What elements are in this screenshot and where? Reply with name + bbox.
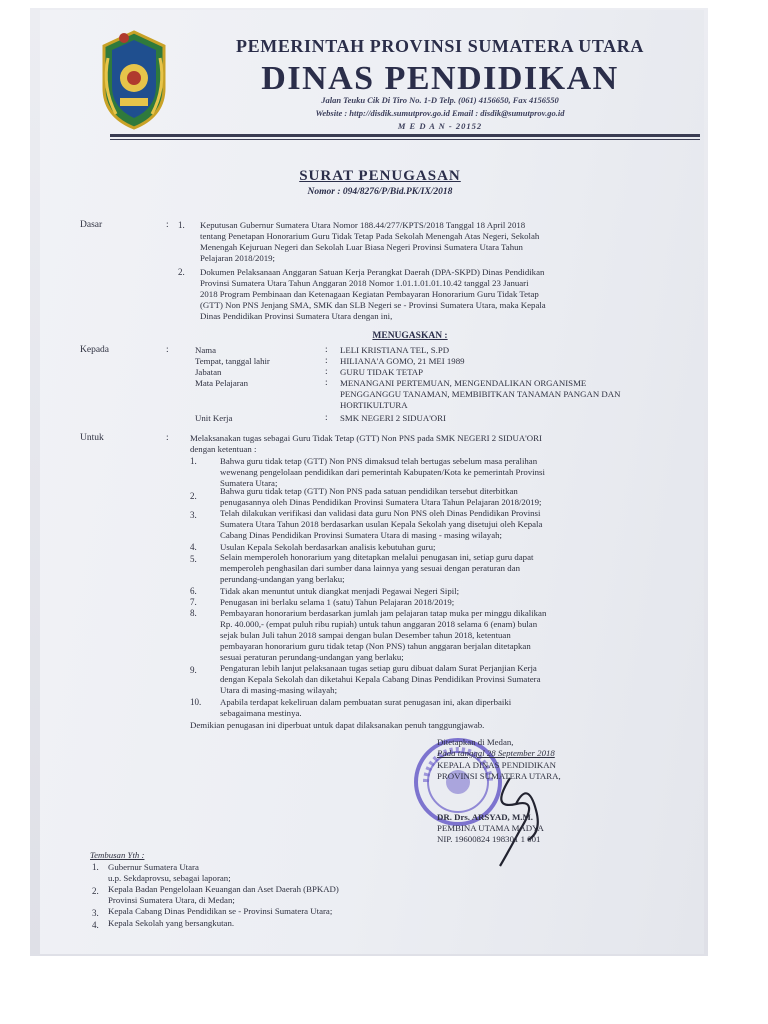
department-name: DINAS PENDIDIKAN xyxy=(261,60,619,97)
letter-title: SURAT PENUGASAN xyxy=(299,168,461,184)
dasar-line: Menengah Kejuruan Negeri dan Sekolah Luar Biasa Negeri Provinsi Sumatera Utara Tahun xyxy=(200,242,523,252)
list-number: 4. xyxy=(190,542,197,552)
untuk-line: Usulan Kepala Sekolah berdasarkan analisis kebutuhan guru; xyxy=(220,542,436,552)
untuk-label: Untuk xyxy=(80,433,104,443)
signatory-name: DR. Drs. ARSYAD, M.M. xyxy=(437,812,533,822)
signatory-nip: NIP. 19600824 198301 1 001 xyxy=(437,834,541,844)
untuk-line: Selain memperoleh honorarium yang ditetapkan melalui penugasan ini, setiap guru dapat xyxy=(220,552,534,562)
list-number: 2. xyxy=(190,491,197,501)
field-value: MENANGANI PERTEMUAN, MENGENDALIKAN ORGANISME xyxy=(340,378,587,388)
signature-position: PROVINSI SUMATERA UTARA, xyxy=(437,771,561,781)
signature-date: Pada tanggal 28 September 2018 xyxy=(437,748,555,758)
untuk-line: Utara di masing-masing wilayah; xyxy=(220,685,338,695)
untuk-intro: dengan ketentuan : xyxy=(190,444,257,454)
field-value: LELI KRISTIANA TEL, S.PD xyxy=(340,345,450,355)
untuk-line: Rp. 40.000,- (empat puluh ribu rupiah) untuk tahun anggaran 2018 selama 6 (enam) bulan xyxy=(220,619,538,629)
header-city: M E D A N - 20152 xyxy=(397,121,483,131)
list-number: 7. xyxy=(190,597,197,607)
untuk-line: memperoleh penghasilan dari sumber dana lainnya yang sesuai dengan peraturan dan xyxy=(220,563,520,573)
field-value: PENGGANGGU TANAMAN, MEMBIBITKAN TANAMAN PANGAN DAN xyxy=(340,389,621,399)
colon: : xyxy=(166,220,169,230)
untuk-line: Bahwa guru tidak tetap (GTT) Non PNS dimaksud telah bertugas sebelum masa peralihan xyxy=(220,456,538,466)
untuk-line: sejak bulan Juli tahun 2018 sampai dengan bulan Desember tahun 2018, ketentuan xyxy=(220,630,511,640)
list-number: 1. xyxy=(190,456,197,466)
closing-statement: Demikian penugasan ini diperbuat untuk dapat dilaksanakan penuh tanggungjawab. xyxy=(190,720,485,730)
field-value: HORTIKULTURA xyxy=(340,400,408,410)
field-label: Mata Pelajaran xyxy=(195,378,249,388)
untuk-line: sebagaimana mestinya. xyxy=(220,708,302,718)
field-label: Tempat, tanggal lahir xyxy=(195,356,270,366)
list-number: 6. xyxy=(190,586,197,596)
colon: : xyxy=(325,378,328,388)
dasar-line: (GTT) Non PNS Jenjang SMA, SMK dan SLB Negeri se - Provinsi Sumatera Utara, maka Kepala xyxy=(200,300,546,310)
dasar-line: Pelajaran 2018/2019; xyxy=(200,253,276,263)
colon: : xyxy=(166,433,169,443)
signatory-rank: PEMBINA UTAMA MADYA xyxy=(437,823,544,833)
letter-paper xyxy=(40,10,704,954)
list-number: 3. xyxy=(92,908,99,918)
untuk-line: Bahwa guru tidak tetap (GTT) Non PNS pada satuan pendidikan tersebut diterbitkan xyxy=(220,486,518,496)
untuk-line: Cabang Dinas Pendidikan Provinsi Sumatera Utara di masing - masing wilayah; xyxy=(220,530,502,540)
tembusan-line: Provinsi Sumatera Utara, di Medan; xyxy=(108,895,235,905)
untuk-line: penugasannya oleh Dinas Pendidikan Provinsi Sumatera Utara Tahun Pelajaran 2018/2019; xyxy=(220,497,542,507)
list-number: 3. xyxy=(190,510,197,520)
list-number: 5. xyxy=(190,554,197,564)
untuk-line: Pengaturan lebih lanjut pelaksanaan tugas setiap guru dibuat dalam Surat Perjanjian Kerja xyxy=(220,663,537,673)
dasar-line: 2018 Program Pembinaan dan Ketenagaan Kegiatan Pembayaran Honorarium Guru Tidak Tetap xyxy=(200,289,539,299)
signature-position: KEPALA DINAS PENDIDIKAN xyxy=(437,760,556,770)
signature-place: Ditetapkan di Medan, xyxy=(437,737,514,747)
field-label: Unit Kerja xyxy=(195,413,233,423)
tembusan-line: Kepala Badan Pengelolaan Keuangan dan Aset Daerah (BPKAD) xyxy=(108,884,339,894)
untuk-line: Sumatera Utara; xyxy=(220,478,278,488)
dasar-line: Provinsi Sumatera Utara Tahun Anggaran 2018 Nomor 1.01.1.01.01.10.42 tanggal 23 Januari xyxy=(200,278,529,288)
field-label: Nama xyxy=(195,345,217,355)
list-number: 10. xyxy=(190,697,202,707)
tembusan-line: u.p. Sekdaprovsu, sebagai laporan; xyxy=(108,873,231,883)
untuk-line: Sumatera Utara Tahun 2018 berdasarkan usulan Kepala Sekolah yang disetujui oleh Kepala xyxy=(220,519,543,529)
untuk-line: dengan Kepala Sekolah dan diketahui Kepala Cabang Dinas Pendidikan Provinsi Sumatera xyxy=(220,674,541,684)
list-number: 1. xyxy=(178,220,185,230)
tembusan-line: Gubernur Sumatera Utara xyxy=(108,862,199,872)
untuk-line: Penugasan ini berlaku selama 1 (satu) Tahun Pelajaran 2018/2019; xyxy=(220,597,455,607)
header-address: Jalan Teuku Cik Di Tiro No. 1-D Telp. (061) 4156650, Fax 4156550 xyxy=(321,95,559,105)
list-number: 9. xyxy=(190,665,197,675)
list-number: 4. xyxy=(92,920,99,930)
dasar-label: Dasar xyxy=(80,220,103,230)
untuk-line: wewenang pengelolaan pendidikan dari pemerintah Kabupaten/Kota ke pemerintah Provinsi xyxy=(220,467,545,477)
provincial-emblem-logo xyxy=(98,28,170,132)
tembusan-label: Tembusan Yth : xyxy=(90,850,145,860)
colon: : xyxy=(325,367,328,377)
colon: : xyxy=(166,345,169,355)
letter-number: Nomor : 094/8276/P/Bid.PK/IX/2018 xyxy=(307,187,453,197)
header-rule-thin xyxy=(110,139,700,140)
tembusan-line: Kepala Cabang Dinas Pendidikan se - Provinsi Sumatera Utara; xyxy=(108,906,333,916)
field-value: HILIANA'A GOMO, 21 MEI 1989 xyxy=(340,356,465,366)
header-contact: Website : http://disdik.sumutprov.go.id Email : disdik@sumutprov.go.id xyxy=(315,108,565,118)
colon: : xyxy=(325,413,328,423)
untuk-intro: Melaksanakan tugas sebagai Guru Tidak Tetap (GTT) Non PNS pada SMK NEGERI 2 SIDUA'ORI xyxy=(190,433,542,443)
list-number: 8. xyxy=(190,608,197,618)
list-number: 1. xyxy=(92,862,99,872)
dasar-line: Keputusan Gubernur Sumatera Utara Nomor 188.44/277/KPTS/2018 Tanggal 18 April 2018 xyxy=(200,220,526,230)
menugaskan-heading: MENUGASKAN : xyxy=(372,331,448,341)
header-rule xyxy=(110,134,700,137)
untuk-line: pembayaran honorarium guru tidak tetap (Non PNS) tahun anggaran berjalan ditetapkan xyxy=(220,641,531,651)
field-value: GURU TIDAK TETAP xyxy=(340,367,424,377)
untuk-line: Apabila terdapat kekeliruan dalam pembuatan surat penugasan ini, akan diperbaiki xyxy=(220,697,512,707)
colon: : xyxy=(325,356,328,366)
dasar-line: Dokumen Pelaksanaan Anggaran Satuan Kerja Perangkat Daerah (DPA-SKPD) Dinas Pendidikan xyxy=(200,267,545,277)
list-number: 2. xyxy=(178,267,185,277)
untuk-line: Telah dilakukan verifikasi dan validasi data guru Non PNS oleh Dinas Pendidikan Provinsi xyxy=(220,508,541,518)
dasar-line: tentang Penetapan Honorarium Guru Tidak Tetap Pada Sekolah Menengah Atas Negeri, Sekolah xyxy=(200,231,540,241)
list-number: 2. xyxy=(92,886,99,896)
government-name: PEMERINTAH PROVINSI SUMATERA UTARA xyxy=(236,36,644,56)
field-value: SMK NEGERI 2 SIDUA'ORI xyxy=(340,413,446,423)
untuk-line: Tidak akan menuntut untuk diangkat menjadi Pegawai Negeri Sipil; xyxy=(220,586,460,596)
untuk-line: perundang-undangan yang berlaku; xyxy=(220,574,345,584)
untuk-line: sesuai peraturan perundang-undangan yang berlaku; xyxy=(220,652,404,662)
kepada-label: Kepada xyxy=(80,345,110,355)
untuk-line: Pembayaran honorarium berdasarkan jumlah jam pelajaran tatap muka per minggu dikalikan xyxy=(220,608,547,618)
dasar-line: Dinas Pendidikan Provinsi Sumatera Utara dengan ini, xyxy=(200,311,393,321)
colon: : xyxy=(325,345,328,355)
document-photo xyxy=(30,8,708,956)
field-label: Jabatan xyxy=(195,367,222,377)
tembusan-line: Kepala Sekolah yang bersangkutan. xyxy=(108,918,235,928)
